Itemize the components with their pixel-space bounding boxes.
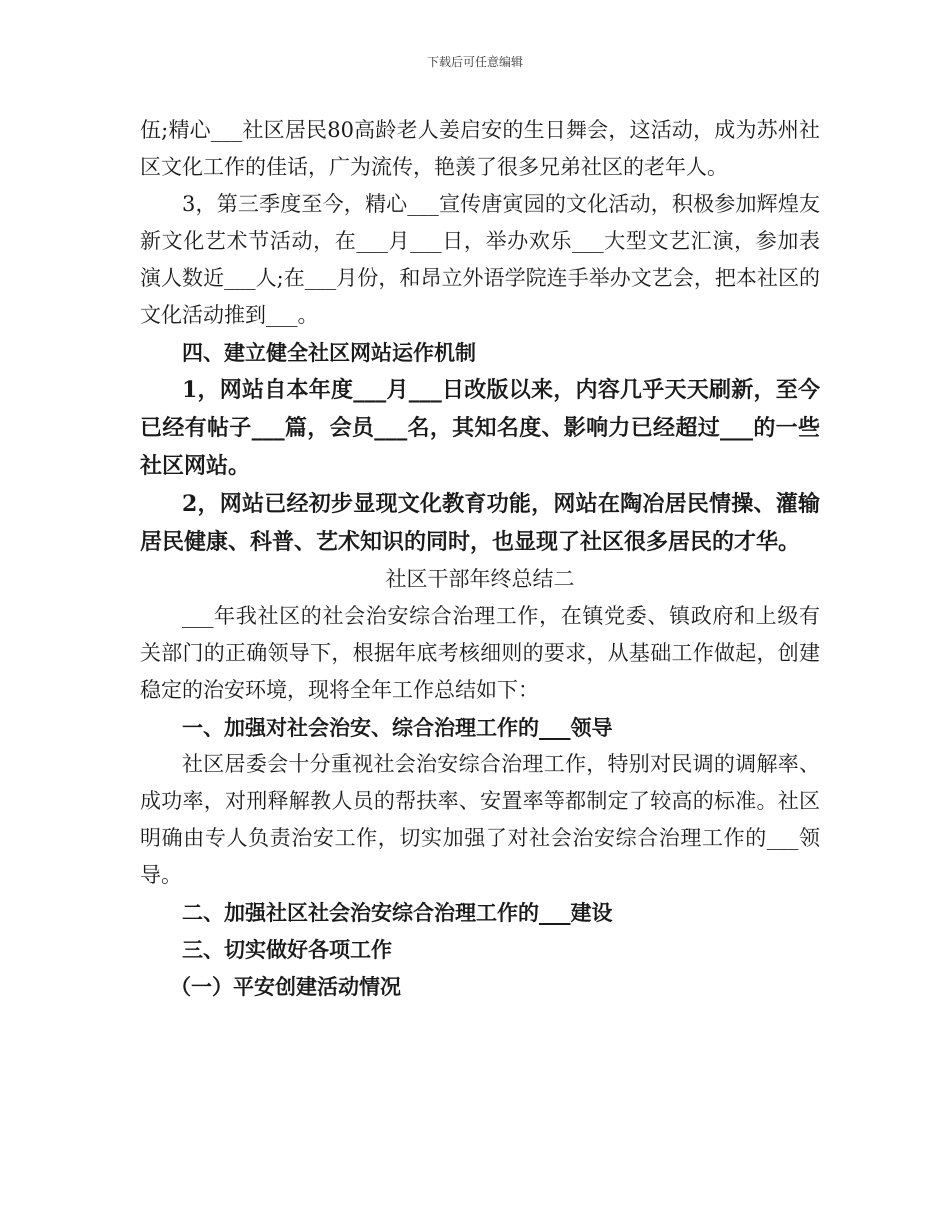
section-heading: 三、切实做好各项工作 <box>182 937 392 962</box>
paragraph: 3，第三季度至今，精心___宣传唐寅园的文化活动，积极参加辉煌友新文化艺术节活动，在___月___日，举办欢乐___大型文艺汇演，参加表演人数近___人;在___月份，和昂立外语学院连手举办文艺会，把本社区的文化活动推到___。 <box>140 192 820 327</box>
document-title: 社区干部年终总结二 <box>385 567 575 591</box>
subsection-heading: （一）平安创建活动情况 <box>170 974 401 999</box>
paragraph: 社区居委会十分重视社会治安综合治理工作，特别对民调的调解率、成功率，对刑释解教人员的帮扶率、安置率等都制定了较高的标准。社区明确由专人负责治安工作，切实加强了对社会治安综合治理工作的___领导。 <box>140 752 820 887</box>
paragraph: ___年我社区的社会治安综合治理工作，在镇党委、镇政府和上级有关部门的正确领导下，根据年底考核细则的要求，从基础工作做起，创建稳定的治安环境，现将全年工作总结如下： <box>140 604 820 702</box>
section-heading: 一、加强对社会治安、综合治理工作的___领导 <box>182 715 613 740</box>
paragraph: 1，网站自本年度___月___日改版以来，内容几乎天天刷新，至今已经有帖子___篇，会员___名，其知名度、影响力已经超过___的一些社区网站。 <box>140 377 820 479</box>
document-body <box>140 112 820 1005</box>
section-heading: 二、加强社区社会治安综合治理工作的___建设 <box>182 900 613 925</box>
paragraph: 2，网站已经初步显现文化教育功能，网站在陶冶居民情操、灌输居民健康、科普、艺术知识的同时，也显现了社区很多居民的才华。 <box>140 491 820 555</box>
paragraph: 伍;精心___社区居民80高龄老人姜启安的生日舞会，这活动，成为苏州社区文化工作的佳话，广为流传，艳羡了很多兄弟社区的老年人。 <box>140 118 820 179</box>
section-heading: 四、建立健全社区网站运作机制 <box>182 340 476 365</box>
page-header: 下载后可任意编辑 <box>426 55 523 69</box>
